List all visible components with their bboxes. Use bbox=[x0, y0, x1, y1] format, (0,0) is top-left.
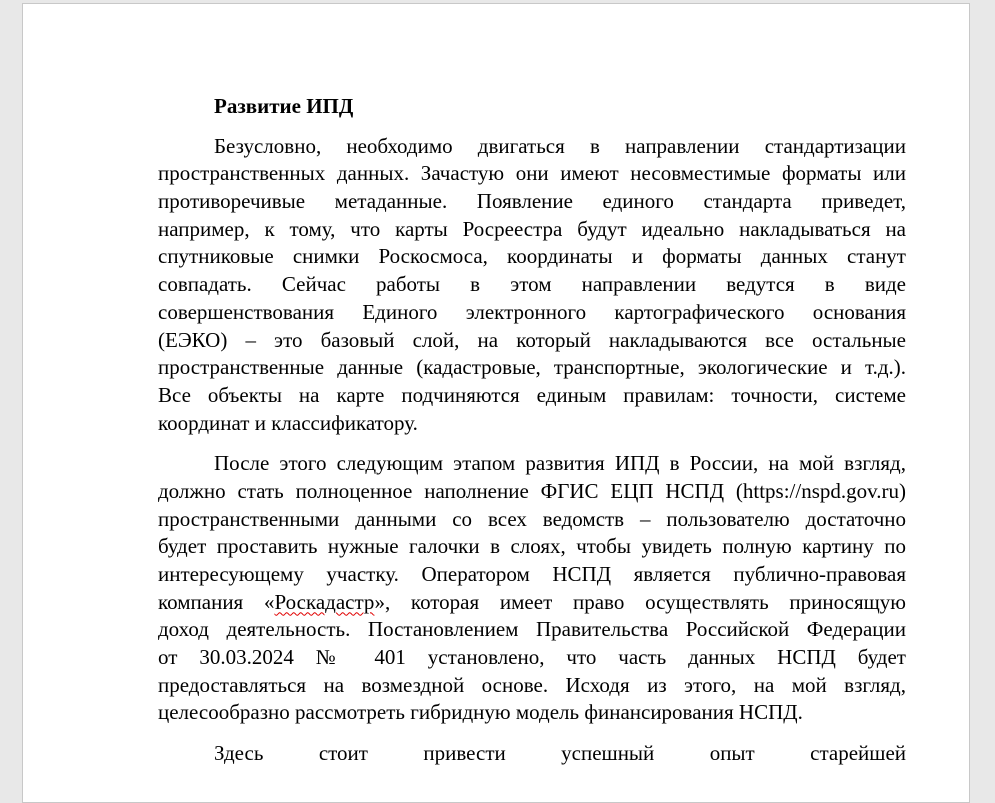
text-segment: », которая имеет право осуществлять приносящую bbox=[374, 589, 906, 614]
text-line: целесообразно рассмотреть гибридную модель финансирования НСПД. bbox=[158, 700, 803, 725]
text-line: После этого следующим этапом развития ИПД в России, на мой взгляд, bbox=[214, 451, 906, 476]
text-line: совершенствования Единого электронного картографического основания bbox=[158, 299, 906, 324]
document-body[interactable] bbox=[158, 93, 906, 781]
text-line: будет проставить нужные галочки в слоях, чтобы увидеть полную картину по bbox=[158, 534, 906, 559]
spelling-error-word[interactable]: Роскадастр bbox=[274, 589, 375, 614]
section-heading: Развитие ИПД bbox=[214, 94, 354, 118]
paragraph bbox=[158, 133, 906, 438]
text-line: спутниковые снимки Роскосмоса, координаты и форматы данных станут bbox=[158, 244, 906, 269]
text-line: интересующему участку. Оператором НСПД является публично-правовая bbox=[158, 562, 906, 587]
text-line: Все объекты на карте подчиняются единым правилам: точности, системе bbox=[158, 382, 906, 407]
text-line: (ЕЭКО) – это базовый слой, на который накладываются все остальные bbox=[158, 327, 906, 352]
text-line: Безусловно, необходимо двигаться в направлении стандартизации bbox=[214, 133, 906, 158]
paragraph bbox=[158, 450, 906, 727]
text-line: совпадать. Сейчас работы в этом направлении ведутся в виде bbox=[158, 272, 906, 297]
text-line: пространственные данные (кадастровые, транспортные, экологические и т.д.). bbox=[158, 355, 906, 380]
text-line: противоречивые метаданные. Появление единого стандарта приведет, bbox=[158, 189, 906, 214]
text-line: от 30.03.2024 № 401 установлено, что часть данных НСПД будет bbox=[158, 645, 906, 670]
text-line: например, к тому, что карты Росреестра будут идеально накладываться на bbox=[158, 216, 906, 241]
text-line: должно стать полноценное наполнение ФГИС ЕЦП НСПД (https://nspd.gov.ru) bbox=[158, 478, 906, 503]
text-line bbox=[158, 589, 906, 617]
document-page[interactable] bbox=[22, 3, 970, 803]
text-line: доход деятельность. Постановлением Правительства Российской Федерации bbox=[158, 617, 906, 642]
text-line: пространственных данных. Зачастую они имеют несовместимые форматы или bbox=[158, 161, 906, 186]
text-line: Здесь стоит привести успешный опыт старейшей bbox=[214, 741, 906, 766]
text-line: координат и классификатору. bbox=[158, 410, 418, 435]
paragraphs bbox=[158, 133, 906, 768]
paragraph bbox=[158, 740, 906, 768]
text-segment: компания « bbox=[158, 589, 275, 614]
text-line: пространственными данными со всех ведомств – пользователю достаточно bbox=[158, 506, 906, 531]
text-line: предоставляться на возмездной основе. Исходя из этого, на мой взгляд, bbox=[158, 672, 906, 697]
